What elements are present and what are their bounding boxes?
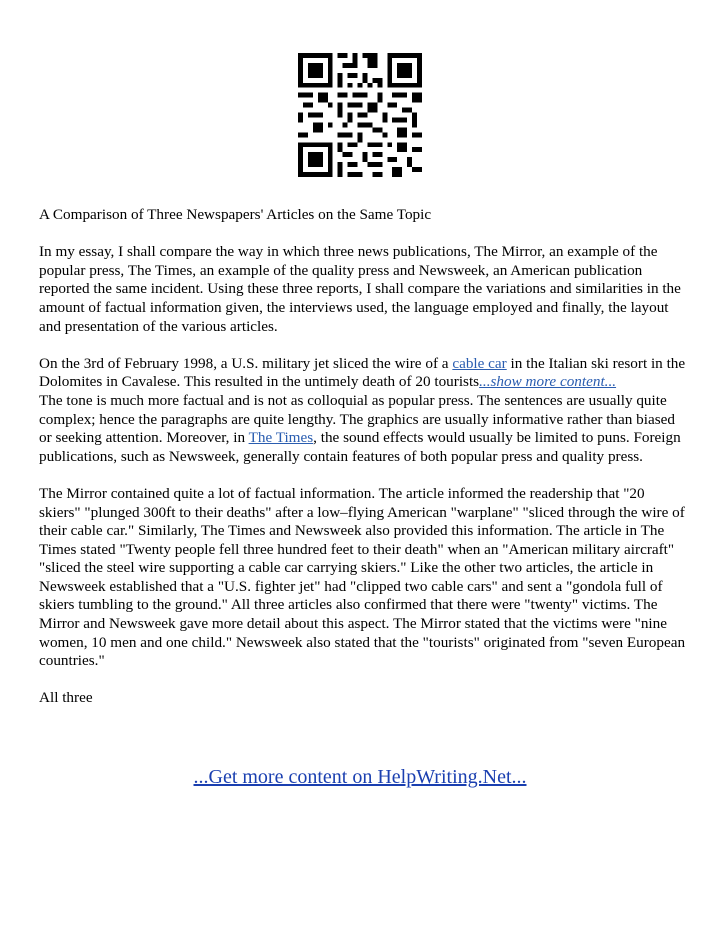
paragraph-truncated: All three <box>39 689 93 707</box>
paragraph-incident-text-2: in the Italian ski resort in the Dolomites in Cavalese. This resulted in the untimely death of 20 tourists <box>39 354 686 391</box>
qr-code-icon <box>298 53 422 177</box>
paragraph-tone <box>39 392 689 466</box>
show-more-link[interactable]: ...show more content... <box>479 373 617 391</box>
paragraph-incident <box>39 355 689 392</box>
paragraph-tone-text: The tone is much more factual and is not as colloquial as popular press. The sentences are usually quite complex; hence the paragraphs are quite lengthy. The graphics are usually informative rather than biased or seeking attention. Moreover, in <box>39 391 675 447</box>
get-more-content <box>0 766 720 789</box>
paragraph-incident-text: On the 3rd of February 1998, a U.S. military jet sliced the wire of a <box>39 354 453 372</box>
paragraph-tone-text-2: , the sound effects would usually be limited to puns. Foreign publications, such as Newsweek, generally contain features of both popular press and quality press. <box>39 429 681 465</box>
the-times-link[interactable]: The Times <box>248 429 314 447</box>
article-body <box>39 206 689 708</box>
get-more-content-link[interactable]: ...Get more content on HelpWriting.Net... <box>193 766 527 788</box>
cable-car-link[interactable]: cable car <box>452 354 507 372</box>
paragraph-intro: In my essay, I shall compare the way in which three news publications, The Mirror, an example of the popular press, The Times, an example of the quality press and Newsweek, an American publication reported the same incident. Using these three reports, I shall compare the variations and similarities in the amount of factual information given, the interviews used, the language employed and finally, the layout and presentation of the various articles. <box>39 243 681 335</box>
paragraph-facts: The Mirror contained quite a lot of factual information. The article informed the readership that "20 skiers" "plunged 300ft to their deaths" after a low–flying American "warplane" "sliced through the wire of their cable car." Similarly, The Times and Newsweek also provided this information. The article in The Times stated "Twenty people fell three hundred feet to their death" when an "American military aircraft" "sliced the steel wire supporting a cable car carrying skiers." Like the other two articles, the article in Newsweek established that a "U.S. fighter jet" had "clipped two cable cars" and sent a "gondola full of skiers tumbling to the ground." All three articles also confirmed that there were "twenty" victims. The Mirror and Newsweek gave more detail about this aspect. The Mirror stated that the victims were "nine women, 10 men and one child." Newsweek also stated that the "tourists" originated from "seven European countries." <box>39 484 686 670</box>
document-title: A Comparison of Three Newspapers' Articles on the Same Topic <box>39 206 432 223</box>
